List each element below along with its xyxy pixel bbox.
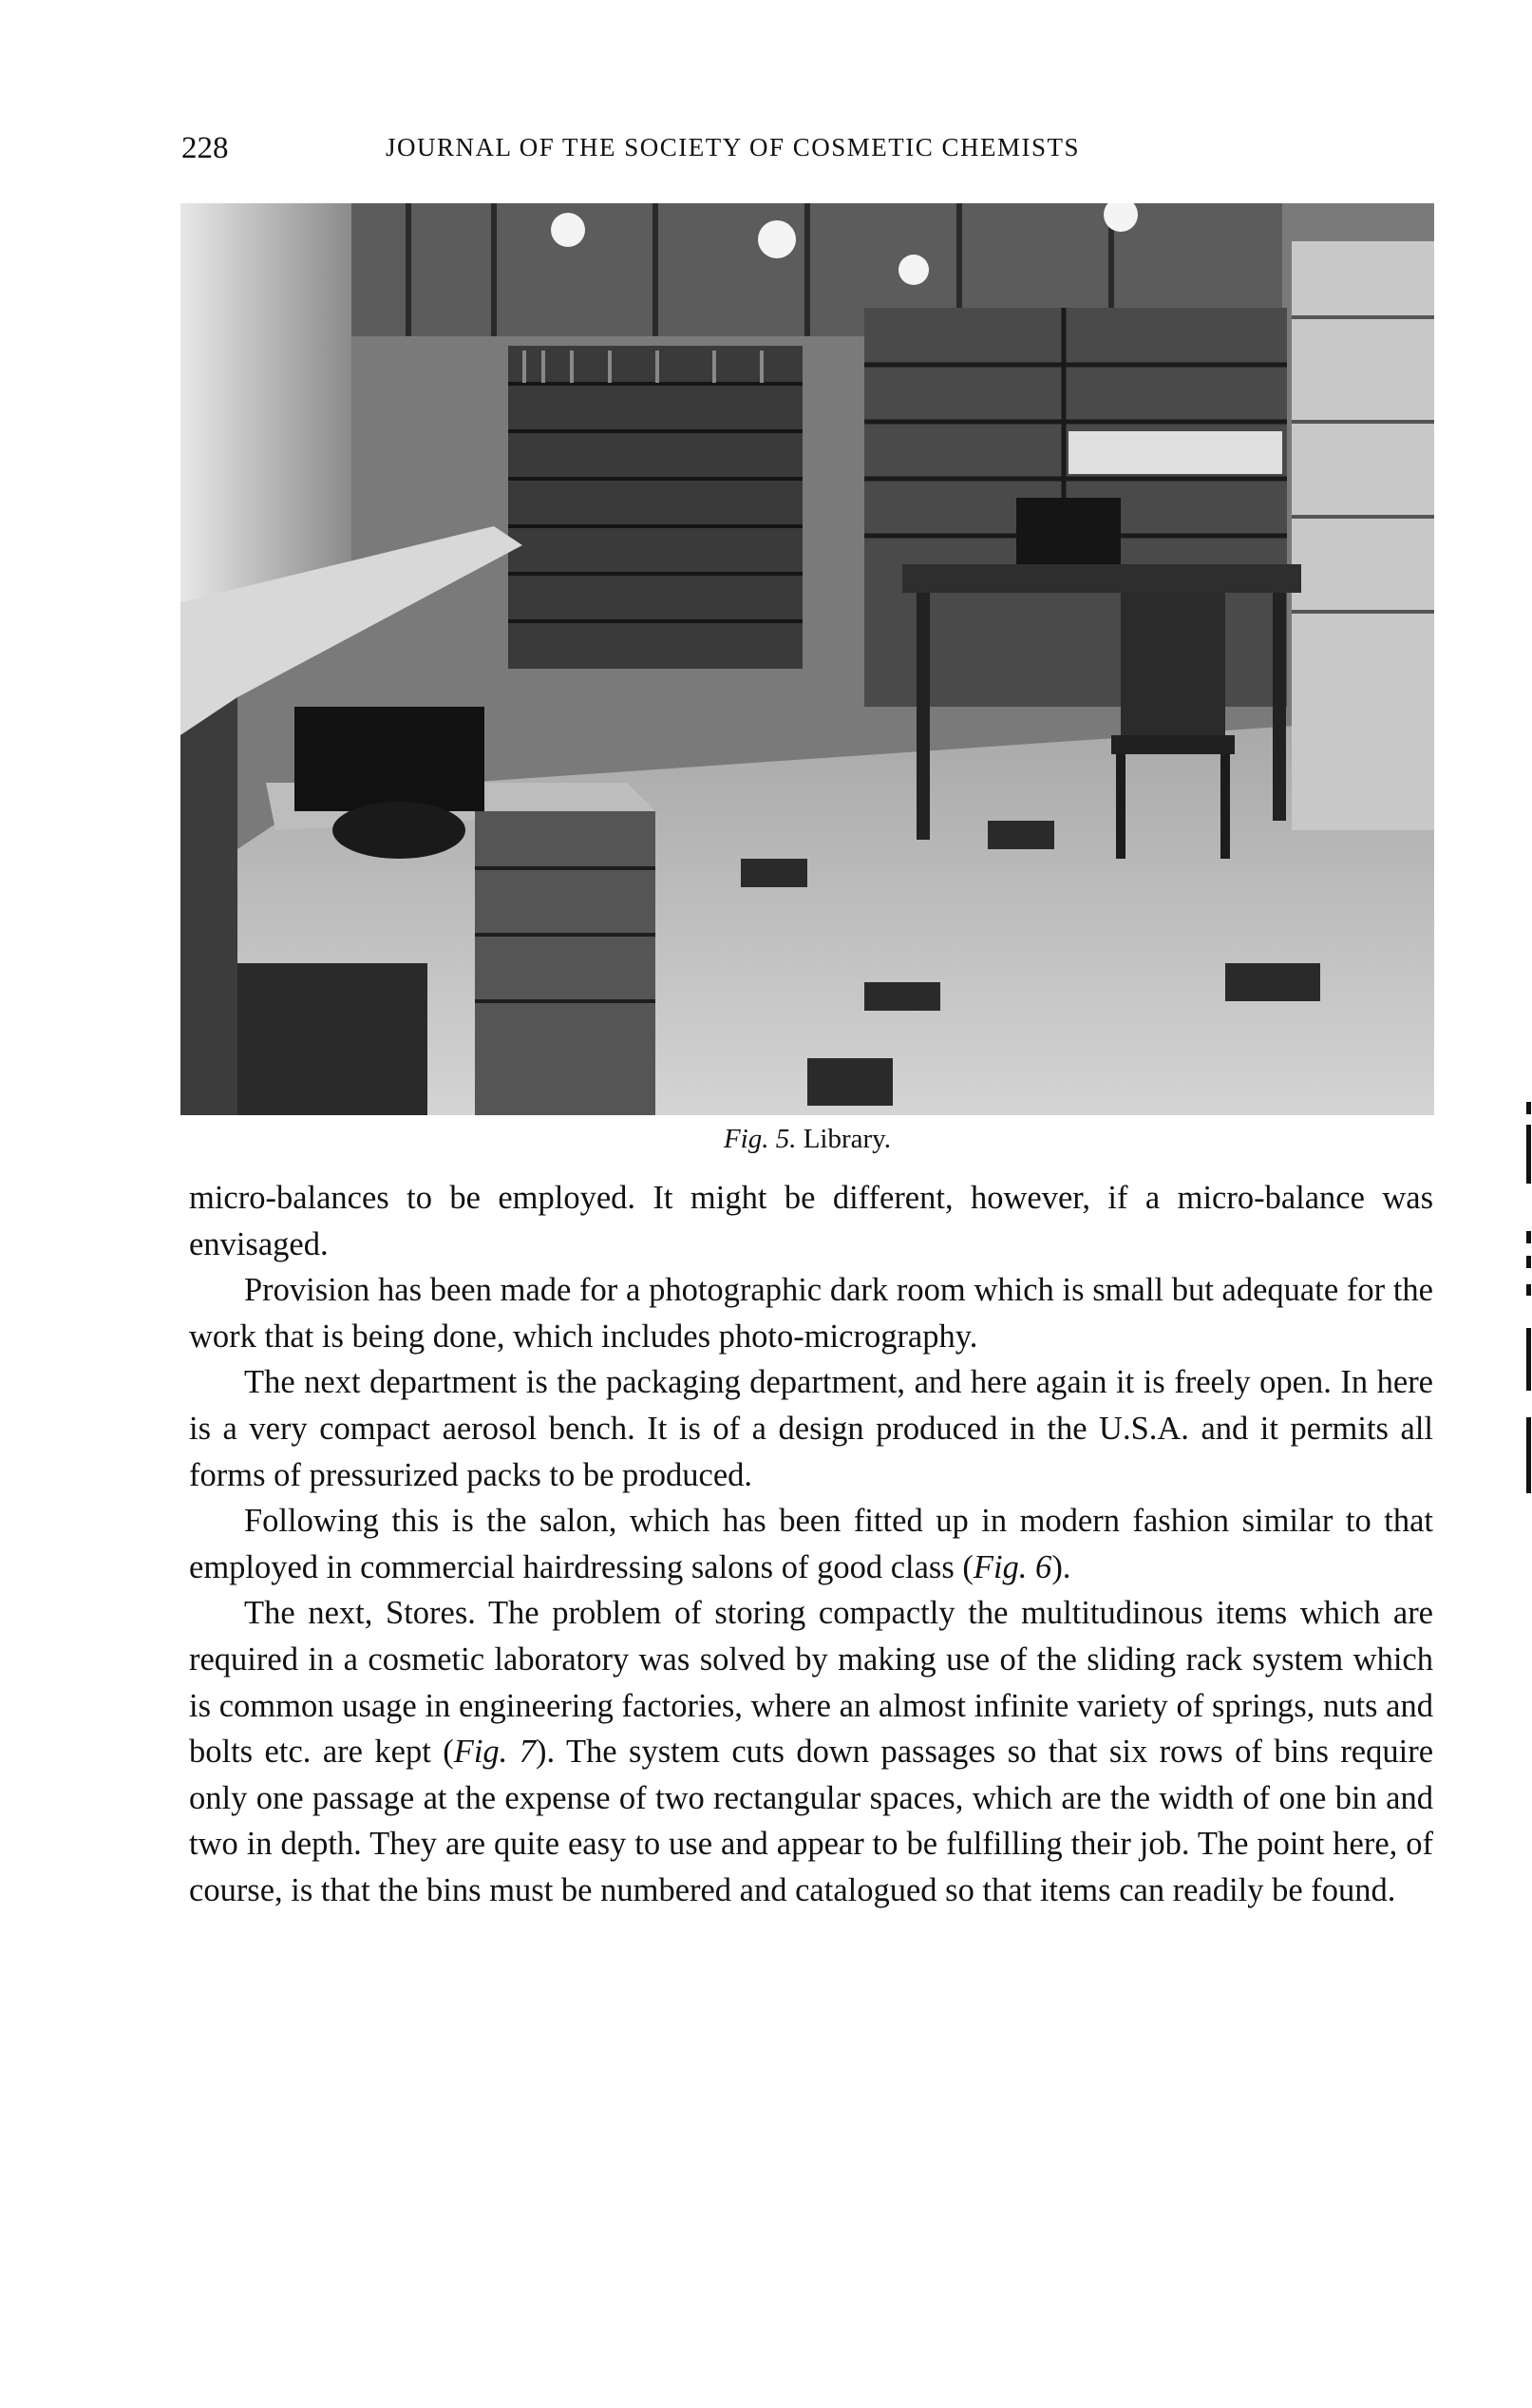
paragraph-text: ). — [1051, 1548, 1071, 1585]
margin-mark — [1526, 1231, 1531, 1243]
library-photo-illustration — [180, 203, 1434, 1115]
margin-mark — [1526, 1256, 1531, 1268]
page-header — [181, 131, 1321, 169]
margin-mark — [1526, 1284, 1531, 1296]
margin-mark — [1526, 1328, 1531, 1391]
margin-mark — [1526, 1102, 1531, 1114]
page-number: 228 — [181, 131, 229, 165]
running-title: JOURNAL OF THE SOCIETY OF COSMETIC CHEMISTS — [386, 133, 1081, 161]
paragraph-text: Following this is the salon, which has been fitted up in modern fashion similar to that employed in commercial hairdressing salons of good class ( — [189, 1503, 1433, 1585]
figure-reference: Fig. 6 — [973, 1548, 1052, 1585]
library-photo — [180, 203, 1434, 1115]
paragraph — [189, 1590, 1433, 1913]
paragraph-text: Provision has been made for a photographic dark room which is small but adequate for the work that is being done, which includes photo-micrography. — [189, 1272, 1433, 1355]
paragraph-text: The next, Stores. The problem of storing compactly the multitudinous items which are required in a cosmetic laboratory was solved by making use of the sliding rack system which is common usage in engineering factories, where an almost infinite variety of springs, nuts and bolts etc. are kept ( — [189, 1595, 1433, 1771]
paragraph — [189, 1498, 1433, 1590]
figure-caption — [180, 1124, 1434, 1155]
figure-title: Library. — [803, 1124, 892, 1154]
paragraph — [189, 1267, 1433, 1359]
paragraph-text: micro-balances to be employed. It might be different, however, if a micro-balance was envisaged. — [189, 1180, 1433, 1262]
body-text — [189, 1175, 1433, 1914]
margin-mark — [1526, 1417, 1531, 1493]
paragraph — [189, 1359, 1433, 1498]
paragraph-text: ). The system cuts down passages so that six rows of bins require only one passage at the expense of two rectangular spaces, which are the width of one bin and two in depth. They are quite easy to use and appear to be fulfilling their job. The point here, of course, is that the bins must be numbered and catalogued so that items can readily be found. — [189, 1734, 1434, 1908]
figure-reference: Fig. 7 — [453, 1734, 536, 1771]
margin-mark — [1526, 1125, 1531, 1184]
paragraph-text: The next department is the packaging department, and here again it is freely open. In here is a very compact aerosol bench. It is of a design produced in the U.S.A. and it permits all forms of pressurized packs to be produced. — [189, 1364, 1433, 1493]
paragraph — [189, 1175, 1433, 1267]
figure-label: Fig. 5. — [723, 1124, 797, 1154]
